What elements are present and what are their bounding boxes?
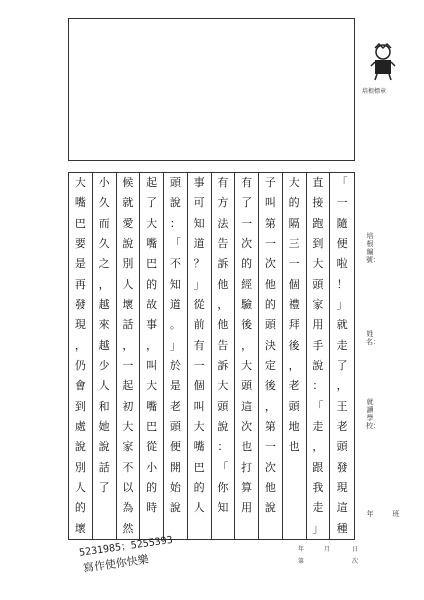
essay-char: 不 xyxy=(169,257,181,271)
essay-char: 第 xyxy=(264,420,276,433)
essay-char: 他 xyxy=(264,277,276,291)
essay-char: 訴 xyxy=(217,257,229,271)
essay-char: 個 xyxy=(193,379,205,393)
essay-char: 告 xyxy=(217,338,229,352)
essay-char: 大 xyxy=(146,379,158,393)
essay-char: 便 xyxy=(336,237,348,250)
essay-char: 嘴 xyxy=(146,237,158,250)
essay-char: 事 xyxy=(193,176,205,189)
essay-char: 的 xyxy=(193,481,205,494)
essay-char: 始 xyxy=(169,481,181,494)
essay-char: 接 xyxy=(312,196,324,210)
essay-char: 我 xyxy=(312,481,324,494)
essay-char: 到 xyxy=(312,237,324,250)
essay-char: ， xyxy=(241,338,253,352)
essay-char: 說 xyxy=(74,440,86,454)
essay-char: 次 xyxy=(241,420,253,433)
essay-char: 頭 xyxy=(217,399,229,413)
essay-char: 說 xyxy=(264,501,276,515)
essay-char: 的 xyxy=(146,277,158,291)
essay-column xyxy=(283,173,307,539)
essay-char: 這 xyxy=(336,501,348,515)
essay-char: 有 xyxy=(241,176,253,189)
essay-char: 跟 xyxy=(312,460,324,474)
essay-char: ， xyxy=(122,338,134,352)
mark-no: 第 xyxy=(298,558,305,565)
essay-char: 故 xyxy=(146,298,158,311)
essay-char: 大 xyxy=(217,379,229,393)
essay-char: 一 xyxy=(264,440,276,454)
essay-char: 愛 xyxy=(122,216,134,230)
essay-char: 久 xyxy=(98,237,110,250)
essay-char: 訴 xyxy=(217,359,229,372)
essay-char: 壞 xyxy=(122,298,134,311)
essay-char: 一 xyxy=(288,257,300,271)
essay-char: 打 xyxy=(241,460,253,474)
essay-char: ， xyxy=(264,399,276,413)
essay-char: ？ xyxy=(193,257,205,271)
essay-char: 不 xyxy=(122,460,134,474)
essay-char: 次 xyxy=(264,257,276,271)
logo-caption: 培根標章 xyxy=(362,88,387,95)
essay-char: 次 xyxy=(241,237,253,250)
essay-char: 叫 xyxy=(146,359,158,372)
label-year: 年 xyxy=(366,510,374,518)
essay-char: 「 xyxy=(217,460,229,474)
essay-char: 說 xyxy=(98,440,110,454)
essay-char: 的 xyxy=(74,501,86,515)
essay-char: 「 xyxy=(312,399,324,413)
essay-char: 可 xyxy=(193,196,205,210)
essay-char: 越 xyxy=(98,338,110,352)
essay-char: 老 xyxy=(336,420,348,433)
mascot-logo-icon xyxy=(365,42,401,82)
essay-char: 決 xyxy=(264,338,276,352)
essay-column xyxy=(330,173,354,539)
essay-char: 一 xyxy=(336,196,348,210)
essay-char: 拜 xyxy=(288,318,300,332)
essay-char: ， xyxy=(336,379,348,393)
essay-char: 從 xyxy=(146,440,158,454)
essay-char: 「 xyxy=(169,237,181,250)
essay-char: 這 xyxy=(241,399,253,413)
essay-char: 一 xyxy=(264,237,276,250)
essay-char: 嘴 xyxy=(74,196,86,210)
essay-char: 跑 xyxy=(312,216,324,230)
essay-char: 為 xyxy=(122,501,134,515)
essay-char: 了 xyxy=(146,196,158,210)
mark-day: 日 xyxy=(352,546,359,553)
essay-char: 話 xyxy=(122,318,134,332)
essay-char: 就 xyxy=(336,318,348,332)
essay-char: 他 xyxy=(217,318,229,332)
essay-char: ， xyxy=(74,338,86,352)
essay-char: 是 xyxy=(74,257,86,271)
essay-char: 發 xyxy=(336,460,348,474)
essay-char: 手 xyxy=(312,338,324,352)
essay-char: 大 xyxy=(122,420,134,433)
essay-char: 別 xyxy=(122,257,134,271)
essay-char: 人 xyxy=(74,481,86,494)
essay-char: 隔 xyxy=(288,216,300,230)
essay-char: 人 xyxy=(122,277,134,291)
essay-char: 次 xyxy=(264,460,276,474)
essay-char: 定 xyxy=(264,359,276,372)
essay-char: 有 xyxy=(193,338,205,352)
essay-char: 嘴 xyxy=(146,399,158,413)
essay-char: 他 xyxy=(217,277,229,291)
essay-char: 大 xyxy=(241,359,253,372)
essay-char: 告 xyxy=(217,237,229,250)
essay-char: 叫 xyxy=(193,399,205,413)
essay-char: 家 xyxy=(312,298,324,311)
essay-char: 了 xyxy=(336,359,348,372)
essay-char: 久 xyxy=(98,196,110,210)
essay-char: 越 xyxy=(98,298,110,311)
essay-char: 前 xyxy=(193,318,205,332)
essay-char: 知 xyxy=(217,501,229,515)
essay-char: 後 xyxy=(288,338,300,352)
essay-char: 時 xyxy=(146,501,158,515)
essay-char: 知 xyxy=(193,216,205,230)
essay-char: 老 xyxy=(288,379,300,393)
essay-char: 大 xyxy=(146,216,158,230)
essay-char: 三 xyxy=(288,237,300,250)
essay-column xyxy=(117,173,141,539)
essay-char: 道 xyxy=(169,298,181,311)
mark-year: 年 xyxy=(298,546,305,553)
essay-char: 用 xyxy=(312,318,324,332)
essay-column xyxy=(69,173,93,539)
essay-char: 之 xyxy=(98,257,110,271)
essay-char: 方 xyxy=(217,196,229,210)
essay-column xyxy=(235,173,259,539)
essay-char: 」 xyxy=(312,521,324,535)
essay-char: 老 xyxy=(169,399,181,413)
essay-char: 也 xyxy=(241,440,253,454)
essay-char: 一 xyxy=(193,359,205,372)
essay-char: 巴 xyxy=(193,460,205,474)
essay-column xyxy=(307,173,331,539)
essay-char: 的 xyxy=(264,298,276,311)
essay-char: 知 xyxy=(169,277,181,291)
essay-char: 的 xyxy=(241,257,253,271)
essay-char: ， xyxy=(98,277,110,291)
mark-times: 次 xyxy=(352,558,359,565)
essay-char: 來 xyxy=(98,318,110,332)
essay-char: 開 xyxy=(169,460,181,474)
essay-char: 小 xyxy=(98,176,110,189)
essay-char: 道 xyxy=(193,237,205,250)
essay-char: 說 xyxy=(169,501,181,515)
essay-char: 你 xyxy=(217,481,229,494)
essay-grid xyxy=(68,172,355,540)
essay-char: 的 xyxy=(288,196,300,210)
essay-char: 以 xyxy=(122,481,134,494)
essay-char: 說 xyxy=(217,420,229,433)
label-class: 班 xyxy=(392,510,400,518)
essay-char: 了 xyxy=(98,481,110,494)
essay-char: ， xyxy=(288,359,300,372)
essay-char: 話 xyxy=(98,460,110,474)
essay-char: 於 xyxy=(169,359,181,372)
essay-char: 事 xyxy=(146,318,158,332)
essay-char: 頭 xyxy=(312,277,324,291)
essay-char: 巴 xyxy=(74,216,86,230)
essay-char: 說 xyxy=(122,237,134,250)
essay-char: 頭 xyxy=(264,318,276,332)
essay-char: 他 xyxy=(264,481,276,494)
essay-char: 會 xyxy=(74,379,86,393)
essay-char: 說 xyxy=(312,359,324,372)
essay-char: 頭 xyxy=(336,440,348,454)
essay-char: ， xyxy=(312,440,324,454)
essay-column xyxy=(140,173,164,539)
label-school: 就讀學校： xyxy=(366,398,380,430)
essay-column xyxy=(164,173,188,539)
essay-char: 啦 xyxy=(336,257,348,271)
top-blank-box xyxy=(68,18,355,161)
essay-char: 。 xyxy=(169,318,181,332)
essay-char: 小 xyxy=(146,460,158,474)
essay-char: 人 xyxy=(193,501,205,515)
essay-char: 是 xyxy=(169,379,181,393)
essay-char: 的 xyxy=(146,481,158,494)
essay-char: 巴 xyxy=(146,257,158,271)
essay-char: 走 xyxy=(336,338,348,352)
essay-char: 起 xyxy=(146,176,158,189)
essay-char: 也 xyxy=(288,440,300,454)
essay-char: 初 xyxy=(122,399,134,413)
essay-char: 了 xyxy=(241,196,253,210)
essay-char: 頭 xyxy=(288,399,300,413)
essay-char: 大 xyxy=(74,176,86,189)
essay-char: 壞 xyxy=(74,521,86,535)
essay-column xyxy=(259,173,283,539)
essay-char: 」 xyxy=(169,338,181,352)
essay-char: ， xyxy=(146,338,158,352)
essay-char: 和 xyxy=(98,399,110,413)
essay-char: 就 xyxy=(122,196,134,210)
essay-char: 家 xyxy=(122,440,134,454)
essay-char: 發 xyxy=(74,298,86,311)
essay-char: ： xyxy=(312,379,324,393)
mark-month: 月 xyxy=(324,546,331,553)
essay-char: 第 xyxy=(264,216,276,230)
label-id: 培根編號： xyxy=(366,232,380,264)
essay-char: ： xyxy=(169,216,181,230)
essay-char: 要 xyxy=(74,237,86,250)
essay-char: 種 xyxy=(336,521,348,535)
essay-char: 起 xyxy=(122,379,134,393)
essay-char: 頭 xyxy=(241,379,253,393)
essay-char: 後 xyxy=(264,379,276,393)
essay-char: 她 xyxy=(98,420,110,433)
essay-char: 後 xyxy=(241,318,253,332)
essay-char: ： xyxy=(217,440,229,454)
essay-char: 大 xyxy=(288,176,300,189)
essay-char: 巴 xyxy=(146,420,158,433)
essay-column xyxy=(93,173,117,539)
phone-footer: 5231985；5255393 xyxy=(78,534,174,559)
essay-char: 個 xyxy=(288,277,300,291)
essay-column xyxy=(188,173,212,539)
essay-char: 大 xyxy=(193,420,205,433)
essay-char: 驗 xyxy=(241,298,253,311)
essay-char: 一 xyxy=(241,216,253,230)
label-name: 姓名： xyxy=(366,330,380,346)
essay-char: 禮 xyxy=(288,298,300,311)
essay-char: 從 xyxy=(193,298,205,311)
essay-char: 候 xyxy=(122,176,134,189)
essay-char: 」 xyxy=(193,277,205,291)
essay-char: 現 xyxy=(74,318,86,332)
essay-char: 然 xyxy=(122,521,134,535)
essay-char: 直 xyxy=(312,176,324,189)
essay-char: 地 xyxy=(288,420,300,433)
essay-char: 再 xyxy=(74,277,86,291)
essay-char: 便 xyxy=(169,440,181,454)
essay-char: 別 xyxy=(74,460,86,474)
essay-column xyxy=(212,173,236,539)
essay-char: 頭 xyxy=(169,420,181,433)
essay-char: 隨 xyxy=(336,216,348,230)
essay-char: 說 xyxy=(169,196,181,210)
essay-char: 頭 xyxy=(169,176,181,189)
essay-char: 嘴 xyxy=(193,440,205,454)
essay-char: ， xyxy=(217,298,229,311)
essay-char: 用 xyxy=(241,501,253,515)
essay-char: 一 xyxy=(122,359,134,372)
essay-char: 而 xyxy=(98,216,110,230)
essay-char: 算 xyxy=(241,481,253,494)
essay-char: 少 xyxy=(98,359,110,372)
essay-char: 人 xyxy=(98,379,110,393)
slogan: 寫作使你快樂 xyxy=(82,552,150,575)
essay-char: 叫 xyxy=(264,196,276,210)
essay-char: 走 xyxy=(312,501,324,515)
essay-char: ！ xyxy=(336,277,348,291)
essay-char: 處 xyxy=(74,420,86,433)
essay-char: 經 xyxy=(241,277,253,291)
essay-char: 有 xyxy=(217,176,229,189)
essay-char: 仍 xyxy=(74,359,86,372)
essay-char: 王 xyxy=(336,399,348,413)
essay-char: 現 xyxy=(336,481,348,494)
essay-char: 「 xyxy=(336,176,348,189)
essay-char: 到 xyxy=(74,399,86,413)
essay-char: 走 xyxy=(312,420,324,433)
essay-char: 」 xyxy=(336,298,348,311)
essay-char: 法 xyxy=(217,216,229,230)
essay-char: 大 xyxy=(312,257,324,271)
essay-char: 子 xyxy=(264,176,276,189)
